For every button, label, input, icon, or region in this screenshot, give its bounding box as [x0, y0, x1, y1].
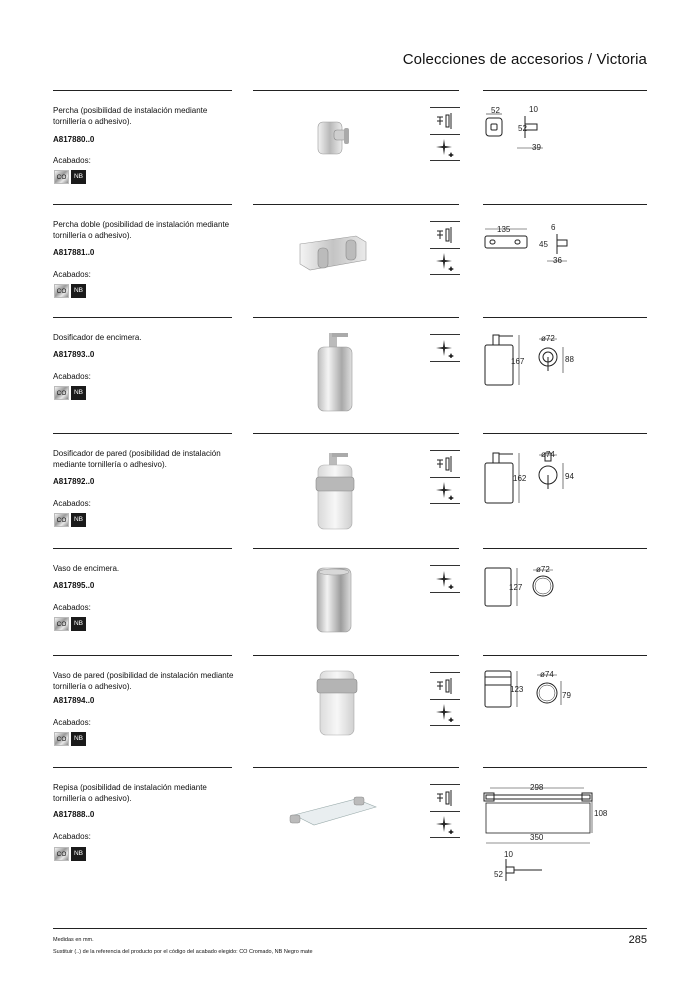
product-photo-double-hook	[296, 230, 376, 278]
footer-note: Sustituir (..) de la referencia del producto por el código del acabado elegido: CO Cromado, NB Negro mate	[53, 949, 313, 955]
technical-drawing	[483, 564, 583, 614]
finishes-label: Acabados:	[53, 603, 91, 612]
technical-drawing	[483, 331, 593, 396]
divider	[53, 548, 232, 549]
divider	[53, 655, 232, 656]
product-description: Vaso de encimera.	[53, 564, 120, 573]
technical-drawing	[482, 781, 612, 886]
dimension-label: 350	[530, 833, 544, 842]
divider	[253, 90, 459, 91]
finish-swatch-black: NB	[71, 513, 86, 527]
dimension-label: 10	[504, 850, 513, 859]
dimension-label: 52	[518, 124, 527, 133]
product-description: Percha (posibilidad de instalación mediante tornillería o adhesivo).	[53, 106, 208, 126]
product-code: A817895..0	[53, 581, 95, 590]
finish-swatches	[54, 284, 86, 298]
finish-swatch-chrome: CO	[54, 386, 69, 400]
product-description: Repisa (posibilidad de instalación mediante tornillería o adhesivo).	[53, 783, 207, 803]
dimension-label: 45	[539, 240, 548, 249]
sparkle-icon	[430, 334, 460, 362]
finish-swatch-black: NB	[71, 847, 86, 861]
finishes-label: Acabados:	[53, 718, 91, 727]
product-row	[0, 433, 700, 543]
dimension-label: 39	[532, 143, 541, 152]
technical-drawing	[483, 106, 553, 156]
finish-swatch-black: NB	[71, 284, 86, 298]
product-description: Percha doble (posibilidad de instalación mediante tornillería o adhesivo).	[53, 220, 230, 240]
product-description: Dosificador de encimera.	[53, 333, 142, 342]
dimension-label: 88	[565, 355, 574, 364]
product-code: A817894..0	[53, 696, 95, 705]
product-row	[0, 767, 700, 892]
divider	[483, 548, 647, 549]
divider	[483, 317, 647, 318]
divider	[53, 204, 232, 205]
dimension-label: ø74	[541, 450, 555, 459]
dimension-label: 79	[562, 691, 571, 700]
product-code: A817893..0	[53, 350, 95, 359]
finish-swatches	[54, 732, 86, 746]
finish-swatch-chrome: CO	[54, 513, 69, 527]
finish-swatches	[54, 847, 86, 861]
finishes-label: Acabados:	[53, 156, 91, 165]
dimension-label: 123	[510, 685, 524, 694]
finish-swatches	[54, 386, 86, 400]
dimension-label: 298	[530, 783, 544, 792]
dimension-label: 162	[513, 474, 527, 483]
dimension-label: 94	[565, 472, 574, 481]
divider	[483, 90, 647, 91]
dimension-label: 167	[511, 357, 525, 366]
sparkle-icon	[430, 565, 460, 593]
finish-swatch-black: NB	[71, 732, 86, 746]
dimension-label: 127	[509, 583, 523, 592]
divider	[483, 204, 647, 205]
dimension-label: 108	[594, 809, 608, 818]
product-row	[0, 548, 700, 648]
product-photo-countertop-dispenser	[310, 331, 360, 413]
wall-mount-screw-icon	[430, 672, 460, 700]
page-title: Colecciones de accesorios / Victoria	[402, 51, 647, 68]
divider	[53, 433, 232, 434]
product-row	[0, 655, 700, 765]
product-photo-countertop-tumbler	[315, 566, 355, 636]
sparkle-icon	[430, 248, 460, 275]
divider	[483, 655, 647, 656]
sparkle-icon	[430, 811, 460, 838]
finish-swatch-chrome: CO	[54, 847, 69, 861]
divider	[483, 767, 647, 768]
technical-drawing	[483, 667, 583, 717]
product-code: A817888..0	[53, 810, 95, 819]
divider	[53, 90, 232, 91]
product-photo-wall-dispenser	[312, 451, 362, 533]
product-code: A817892..0	[53, 477, 95, 486]
wall-mount-screw-icon	[430, 107, 460, 135]
dimension-label: 52	[494, 870, 503, 879]
divider	[53, 317, 232, 318]
divider	[53, 767, 232, 768]
finish-swatch-chrome: CO	[54, 284, 69, 298]
product-row	[0, 204, 700, 314]
finishes-label: Acabados:	[53, 832, 91, 841]
technical-drawing	[483, 220, 583, 270]
product-row	[0, 90, 700, 200]
finish-swatch-chrome: CO	[54, 170, 69, 184]
dimension-label: 52	[491, 106, 500, 115]
product-row	[0, 317, 700, 427]
divider	[253, 548, 459, 549]
dimension-label: ø74	[540, 670, 554, 679]
product-photo-robe-hook	[310, 116, 360, 161]
finish-swatches	[54, 513, 86, 527]
finish-swatches	[54, 170, 86, 184]
finish-swatches	[54, 617, 86, 631]
product-code: A817880..0	[53, 135, 95, 144]
finish-swatch-black: NB	[71, 617, 86, 631]
dimension-label: ø72	[541, 334, 555, 343]
finishes-label: Acabados:	[53, 372, 91, 381]
divider	[253, 317, 459, 318]
finish-swatch-black: NB	[71, 170, 86, 184]
product-photo-glass-shelf	[284, 789, 384, 835]
divider	[253, 767, 459, 768]
page-number: 285	[628, 934, 647, 946]
dimension-label: 10	[529, 106, 538, 114]
product-code: A817881..0	[53, 248, 95, 257]
divider	[483, 433, 647, 434]
finish-swatch-chrome: CO	[54, 732, 69, 746]
dimension-label: 135	[497, 225, 511, 234]
wall-mount-screw-icon	[430, 784, 460, 812]
wall-mount-screw-icon	[430, 221, 460, 249]
dimension-label: 6	[551, 223, 556, 232]
product-photo-wall-tumbler	[314, 669, 360, 739]
divider	[253, 655, 459, 656]
divider	[253, 433, 459, 434]
finishes-label: Acabados:	[53, 270, 91, 279]
sparkle-icon	[430, 699, 460, 726]
footer-note: Medidas en mm.	[53, 937, 94, 943]
finish-swatch-black: NB	[71, 386, 86, 400]
finishes-label: Acabados:	[53, 499, 91, 508]
footer-divider	[53, 928, 647, 929]
sparkle-icon	[430, 477, 460, 504]
product-description: Dosificador de pared (posibilidad de instalación mediante tornillería o adhesivo).	[53, 449, 221, 469]
divider	[253, 204, 459, 205]
wall-mount-screw-icon	[430, 450, 460, 478]
dimension-label: 36	[553, 256, 562, 265]
finish-swatch-chrome: CO	[54, 617, 69, 631]
sparkle-icon	[430, 134, 460, 161]
product-description: Vaso de pared (posibilidad de instalación mediante tornillería o adhesivo).	[53, 671, 234, 691]
technical-drawing	[483, 449, 593, 514]
dimension-label: ø72	[536, 565, 550, 574]
